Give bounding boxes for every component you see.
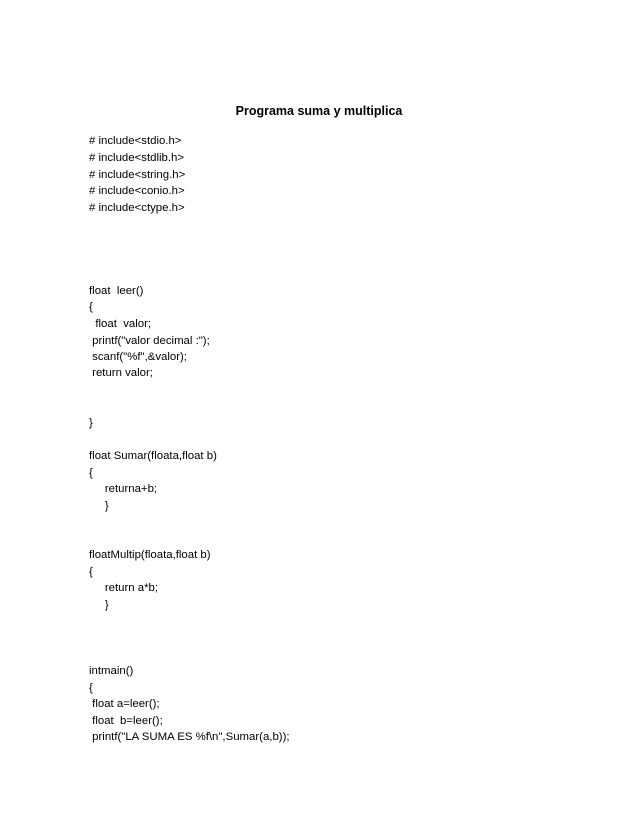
code-line: return a*b;: [89, 582, 159, 594]
code-line: # include<ctype.h>: [89, 202, 185, 214]
code-line: # include<conio.h>: [89, 185, 185, 197]
code-line: float valor;: [89, 318, 152, 330]
code-line: float a=leer();: [89, 698, 160, 710]
code-line: # include<stdio.h>: [89, 135, 182, 147]
code-line: }: [89, 417, 93, 429]
code-line: float b=leer();: [89, 715, 163, 727]
code-line: return valor;: [89, 367, 153, 379]
code-line: # include<stdlib.h>: [89, 152, 184, 164]
code-line: floatMultip(floata,float b): [89, 549, 211, 561]
code-line: scanf("%f",&valor);: [89, 351, 187, 363]
code-line: {: [89, 682, 93, 694]
code-line: }: [89, 500, 109, 512]
code-line: intmain(): [89, 665, 134, 677]
code-line: {: [89, 566, 93, 578]
code-line: {: [89, 467, 93, 479]
code-line: printf("LA SUMA ES %f\n",Sumar(a,b));: [89, 731, 290, 743]
code-line: float leer(): [89, 285, 144, 297]
code-line: float Sumar(floata,float b): [89, 450, 217, 462]
code-line: # include<string.h>: [89, 169, 186, 181]
code-line: }: [89, 599, 109, 611]
code-line: {: [89, 301, 93, 313]
code-line: returna+b;: [89, 483, 158, 495]
document-title: Programa suma y multiplica: [235, 104, 403, 118]
code-line: printf("valor decimal :");: [89, 335, 210, 347]
